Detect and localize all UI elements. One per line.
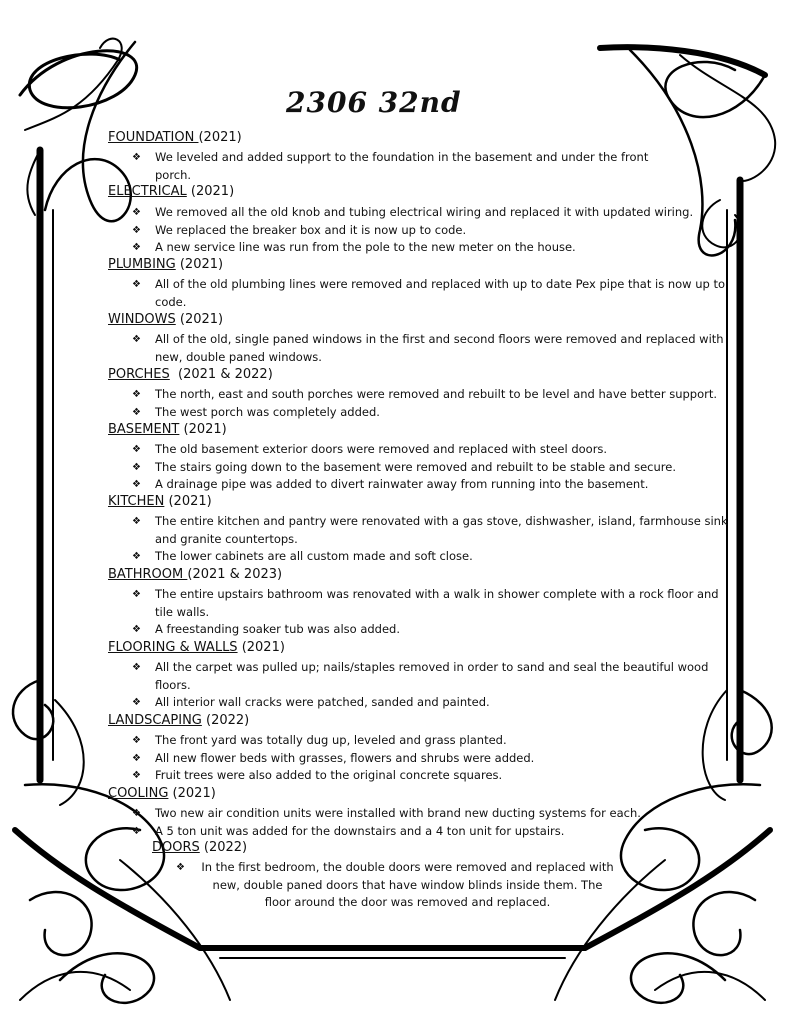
section-heading-kitchen (108, 494, 212, 510)
bullet-list-basement (132, 441, 732, 494)
bullet-item: ❖ The entire kitchen and pantry were renovated with a gas stove, dishwasher, island, farmhouse sink and granite countertops. (132, 513, 732, 548)
section-heading-flooring-walls (108, 640, 285, 656)
bullet-item: ❖ The entire upstairs bathroom was renovated with a walk in shower complete with a rock floor and tile walls. (132, 586, 736, 621)
section-name: BATHROOM (108, 567, 188, 582)
bullet-item: ❖ We leveled and added support to the foundation in the basement and under the front porch. (132, 149, 652, 184)
section-years: (2021) (198, 130, 242, 145)
bullet-item: ❖ The stairs going down to the basement were removed and rebuilt to be stable and secure. (132, 459, 732, 477)
section-years: (2021 & 2023) (187, 567, 283, 582)
bullet-item: ❖ Fruit trees were also added to the original concrete squares. (132, 767, 722, 785)
section-years: (2021) (179, 422, 227, 437)
bullet-item: ❖ The west porch was completely added. (132, 404, 732, 422)
section-heading-windows (108, 312, 223, 328)
section-name: FLOORING & WALLS (108, 640, 238, 655)
section-heading-bathroom (108, 567, 282, 583)
section-heading-basement (108, 422, 227, 438)
bullet-item: ❖ Two new air condition units were installed with brand new ducting systems for each. (132, 805, 732, 823)
bullet-item: ❖ All interior wall cracks were patched, sanded and painted. (132, 694, 722, 712)
section-heading-electrical (108, 184, 234, 200)
section-years: (2021) (175, 257, 224, 272)
section-name: BASEMENT (108, 422, 180, 437)
section-heading-doors (152, 840, 247, 856)
bullet-item: ❖ A new service line was run from the pole to the new meter on the house. (132, 239, 732, 257)
bullet-item: ❖ All of the old plumbing lines were removed and replaced with up to date Pex pipe that is now up to code. (132, 276, 732, 311)
page-title: 2306 32nd (286, 86, 462, 119)
bullet-item: ❖ We replaced the breaker box and it is now up to code. (132, 222, 732, 240)
section-name: COOLING (108, 786, 169, 801)
bullet-item: ❖ All the carpet was pulled up; nails/staples removed in order to sand and seal the beautiful wood floors. (132, 659, 722, 694)
section-name: FOUNDATION (108, 130, 199, 145)
bullet-item: ❖ A 5 ton unit was added for the downstairs and a 4 ton unit for upstairs. (132, 823, 732, 841)
bullet-list-kitchen (132, 513, 732, 566)
bullet-list-plumbing (132, 276, 732, 311)
section-name: DOORS (152, 840, 200, 855)
bullet-item: ❖ All new flower beds with grasses, flowers and shrubs were added. (132, 750, 722, 768)
bullet-item: ❖ We removed all the old knob and tubing electrical wiring and replaced it with updated wiring. (132, 204, 732, 222)
bullet-list-bathroom (132, 586, 736, 639)
bullet-item: ❖ A drainage pipe was added to divert rainwater away from running into the basement. (132, 476, 732, 494)
section-years: (2021) (164, 494, 212, 509)
section-name: LANDSCAPING (108, 713, 202, 728)
section-years: (2021) (168, 786, 216, 801)
bullet-item: ❖ The front yard was totally dug up, leveled and grass planted. (132, 732, 722, 750)
bullet-list-landscaping (132, 732, 722, 785)
bullet-item: ❖ In the first bedroom, the double doors were removed and replaced with new, double paned doors that have window blinds inside them. The floor around the door was removed and replaced. (176, 859, 616, 912)
bullet-list-cooling (132, 805, 732, 840)
bullet-list-porches (132, 386, 732, 421)
section-years: (2021) (175, 312, 224, 327)
bullet-list-foundation (132, 149, 652, 184)
section-heading-plumbing (108, 257, 223, 273)
section-heading-landscaping (108, 713, 249, 729)
bullet-list-electrical (132, 204, 732, 257)
section-years: (2022) (199, 840, 248, 855)
section-heading-cooling (108, 786, 216, 802)
section-years: (2021) (186, 184, 235, 199)
section-name: PORCHES (108, 367, 170, 382)
bullet-item: ❖ The north, east and south porches were removed and rebuilt to be level and have better support. (132, 386, 732, 404)
section-heading-foundation (108, 130, 242, 146)
section-years: (2021) (237, 640, 285, 655)
section-name: ELECTRICAL (108, 184, 187, 199)
section-years: (2022) (201, 713, 250, 728)
bullet-list-doors (176, 859, 616, 912)
section-heading-porches (108, 367, 273, 383)
bullet-list-windows (132, 331, 732, 366)
section-name: PLUMBING (108, 257, 176, 272)
bullet-item: ❖ All of the old, single paned windows in the first and second floors were removed and replaced with new, double paned windows. (132, 331, 732, 366)
bullet-list-flooring-walls (132, 659, 722, 712)
bullet-item: ❖ The old basement exterior doors were removed and replaced with steel doors. (132, 441, 732, 459)
section-name: WINDOWS (108, 312, 176, 327)
section-years: (2021 & 2022) (169, 367, 273, 382)
section-name: KITCHEN (108, 494, 165, 509)
bullet-item: ❖ A freestanding soaker tub was also added. (132, 621, 736, 639)
bullet-item: ❖ The lower cabinets are all custom made and soft close. (132, 548, 732, 566)
